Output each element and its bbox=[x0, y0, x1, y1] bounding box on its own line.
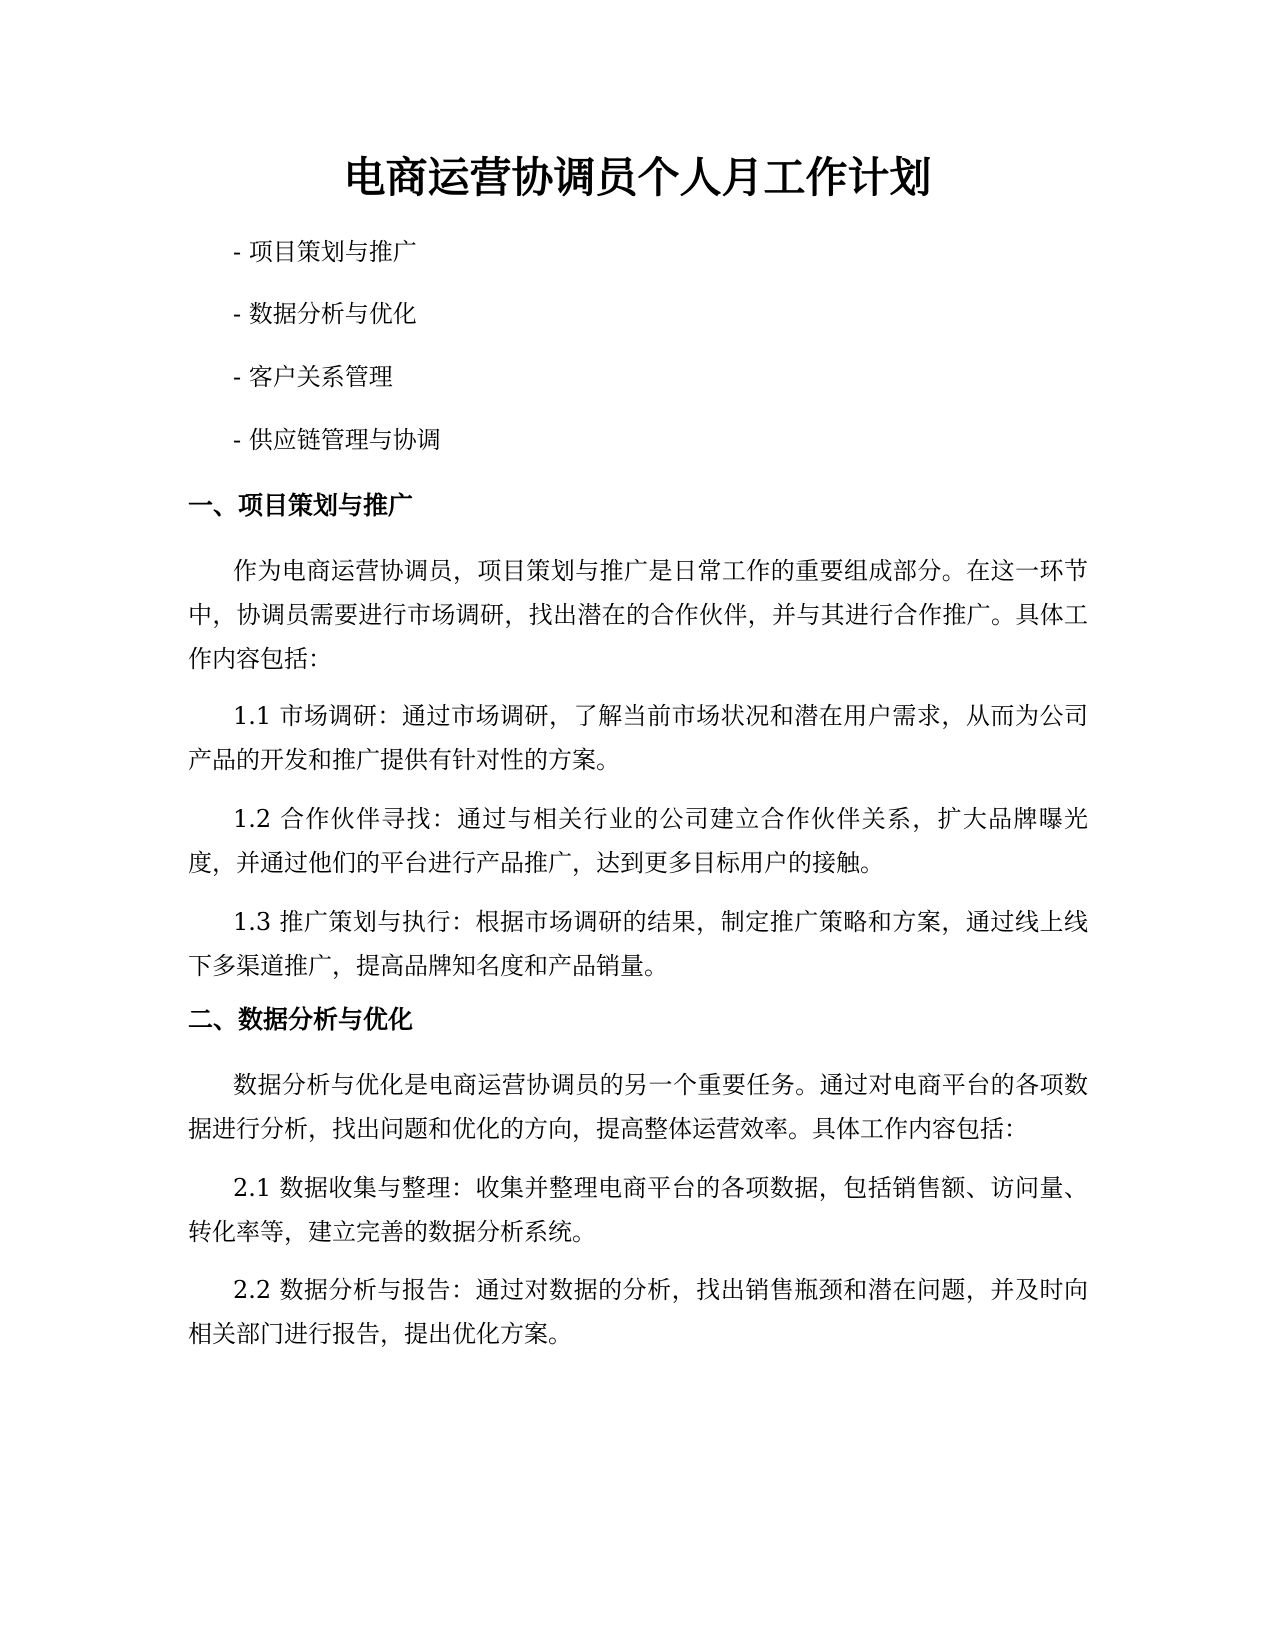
section-intro: 作为电商运营协调员，项目策划与推广是日常工作的重要组成部分。在这一环节中，协调员需要进行市场调研，找出潜在的合作伙伴，并与其进行合作推广。具体工作内容包括： bbox=[188, 557, 1088, 673]
outline-item: - 项目策划与推广 bbox=[233, 238, 417, 266]
page-title: 电商运营协调员个人月工作计划 bbox=[343, 153, 932, 202]
section-item: 1.3 推广策划与执行：根据市场调研的结果，制定推广策略和方案，通过线上线下多渠道推广，提高品牌知名度和产品销量。 bbox=[188, 908, 1088, 980]
outline-item: - 供应链管理与协调 bbox=[233, 426, 441, 454]
section-item: 1.2 合作伙伴寻找：通过与相关行业的公司建立合作伙伴关系，扩大品牌曝光度，并通过他们的平台进行产品推广，达到更多目标用户的接触。 bbox=[188, 805, 1088, 877]
outline-item: - 客户关系管理 bbox=[233, 363, 393, 391]
section-intro: 数据分析与优化是电商运营协调员的另一个重要任务。通过对电商平台的各项数据进行分析，找出问题和优化的方向，提高整体运营效率。具体工作内容包括： bbox=[188, 1071, 1088, 1143]
section-item: 2.1 数据收集与整理：收集并整理电商平台的各项数据，包括销售额、访问量、转化率等，建立完善的数据分析系统。 bbox=[188, 1174, 1088, 1246]
outline-item: - 数据分析与优化 bbox=[233, 300, 417, 328]
section-heading: 一、项目策划与推广 bbox=[188, 491, 414, 520]
section-item: 2.2 数据分析与报告：通过对数据的分析，找出销售瓶颈和潜在问题，并及时向相关部门进行报告，提出优化方案。 bbox=[188, 1276, 1088, 1348]
section-item: 1.1 市场调研：通过市场调研，了解当前市场状况和潜在用户需求，从而为公司产品的开发和推广提供有针对性的方案。 bbox=[188, 702, 1088, 774]
section-heading: 二、数据分析与优化 bbox=[188, 1005, 414, 1034]
